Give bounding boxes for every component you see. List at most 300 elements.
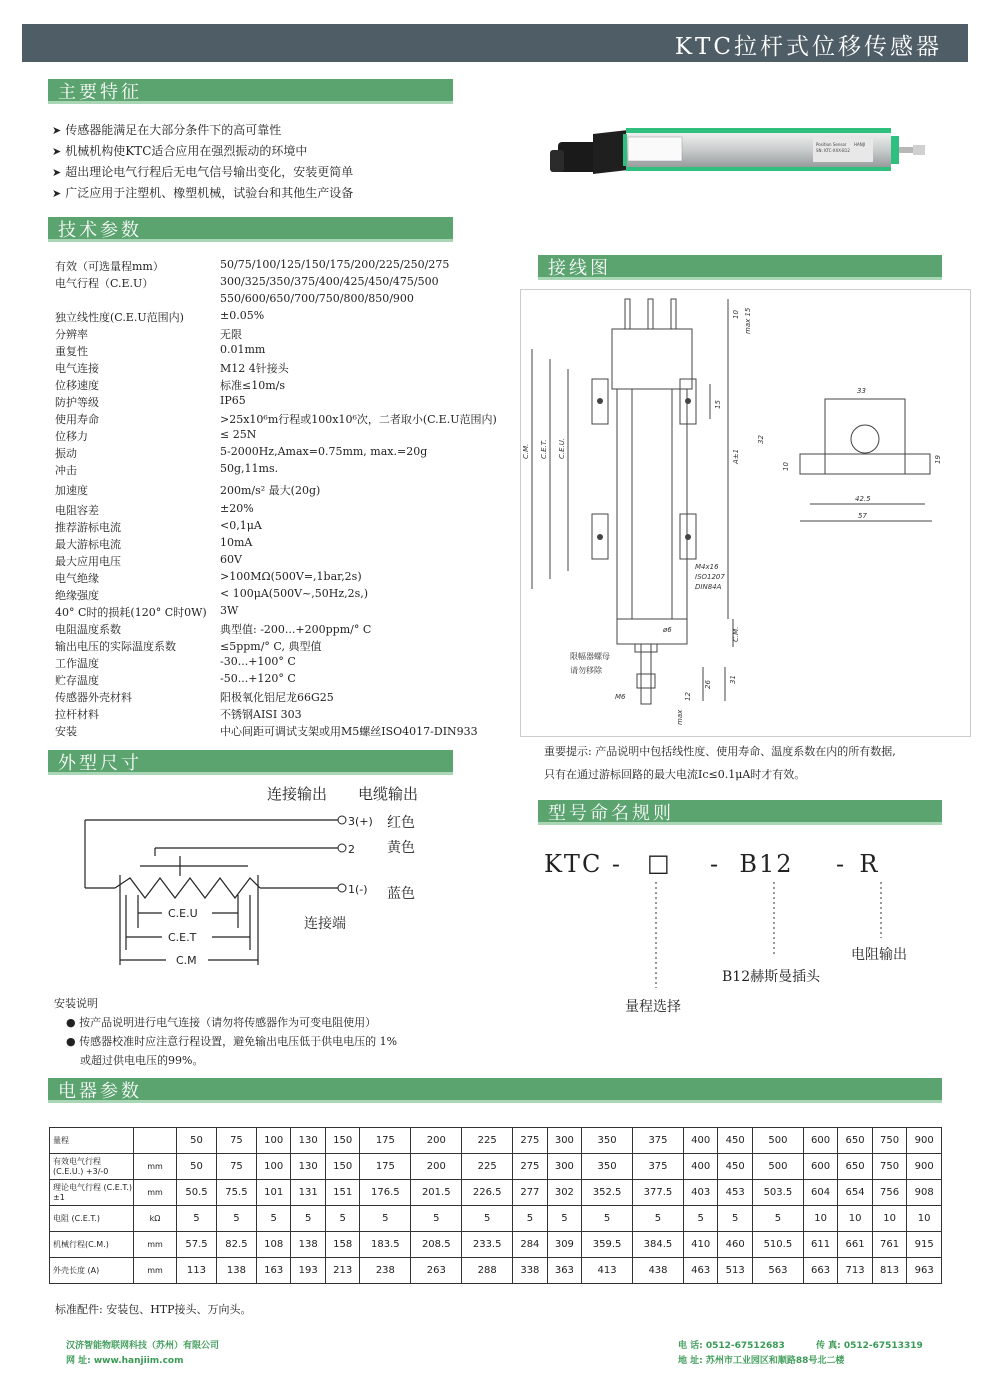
table-cell: 611 (803, 1232, 838, 1258)
table-header-cell: 275 (513, 1128, 548, 1154)
table-cell: 175 (360, 1154, 411, 1180)
screw-hole (685, 534, 691, 540)
dim-cm2: C.M. (732, 626, 740, 642)
section-title: 技术参数 (58, 220, 142, 241)
table-cell: 900 (907, 1154, 942, 1180)
table-cell: 238 (360, 1258, 411, 1284)
table-cell (134, 1128, 177, 1154)
dim-15: 15 (714, 400, 722, 409)
table-cell: 453 (718, 1180, 753, 1206)
param-key: 贮存温度 (55, 674, 99, 687)
table-header-cell: 500 (752, 1128, 803, 1154)
table-cell: 813 (872, 1258, 907, 1284)
electrical-table (49, 1127, 942, 1284)
row-unit: mm (134, 1232, 177, 1258)
table-header-label: 量程 (50, 1128, 134, 1154)
housing-stripe (623, 134, 627, 166)
install-text: 按产品说明进行电气连接（请勿将传感器作为可变电阻使用） (79, 1016, 377, 1029)
table-cell: 510.5 (752, 1232, 803, 1258)
product-label (628, 137, 682, 161)
table-cell: 5 (513, 1206, 548, 1232)
dim-32: 32 (757, 435, 765, 444)
table-cell: 108 (256, 1232, 291, 1258)
nut-label: 限幅器螺母 (570, 652, 610, 661)
param-key: 电气连接 (55, 362, 99, 375)
table-row (50, 1232, 942, 1258)
param-key: 加速度 (55, 484, 88, 497)
table-header-cell: 600 (803, 1128, 838, 1154)
dim-max: max (676, 709, 684, 725)
table-cell: 363 (547, 1258, 582, 1284)
param-value: 300/325/350/375/400/425/450/475/500 (220, 275, 439, 288)
table-cell: 463 (683, 1258, 718, 1284)
circuit-title-b: 电缆输出 (358, 785, 419, 803)
product-label-text: HANJI (854, 142, 866, 147)
nut (635, 644, 657, 652)
naming-label-r: 电阻输出 (851, 947, 907, 963)
section-params (48, 217, 453, 242)
param-value: ≤5ppm/° C, 典型值 (220, 640, 322, 653)
pin (625, 299, 630, 329)
row-unit: mm (134, 1258, 177, 1284)
arrow-icon: ➤ (52, 187, 62, 200)
param-key: 电气绝缘 (55, 572, 99, 585)
side-view-hole (851, 425, 879, 453)
param-key: 电阻温度系数 (55, 623, 121, 636)
dim-max15: max 15 (744, 307, 752, 334)
naming-range-box: □ (647, 849, 670, 877)
footer-fax: 传 真: 0512-67513319 (816, 1341, 923, 1351)
table-cell: 309 (547, 1232, 582, 1258)
screw-std: ISO1207 (695, 573, 725, 581)
cet-label: C.E.T (168, 931, 197, 944)
section-title: 型号命名规则 (548, 803, 674, 824)
table-cell: 163 (256, 1258, 291, 1284)
feature-text: 超出理论电气行程后无电气信号输出变化，安装更简单 (65, 165, 354, 179)
dim-57: 57 (858, 512, 867, 520)
table-cell: 263 (411, 1258, 462, 1284)
pin (671, 299, 676, 329)
table-cell: 176.5 (360, 1180, 411, 1206)
screw-hole (685, 398, 691, 404)
param-key: 冲击 (55, 464, 77, 477)
param-value: 阳极氧化铝尼龙66G25 (220, 691, 334, 704)
naming-label-b12: B12赫斯曼插头 (722, 969, 821, 985)
param-value: ±20% (220, 502, 254, 515)
table-cell: 761 (872, 1232, 907, 1258)
table-cell: 5 (325, 1206, 360, 1232)
rod-end-cap (617, 619, 687, 644)
table-cell: 10 (803, 1206, 838, 1232)
param-value: 50/75/100/125/150/175/200/225/250/275 (220, 258, 450, 271)
screw-spec: M4x16 (695, 563, 719, 571)
table-cell: 460 (718, 1232, 753, 1258)
param-value: ≤ 25N (220, 428, 257, 441)
table-row (50, 1154, 942, 1180)
section-electrical (48, 1078, 942, 1103)
table-cell: 50.5 (177, 1180, 217, 1206)
table-cell: 450 (718, 1154, 753, 1180)
table-cell: 5 (291, 1206, 326, 1232)
table-cell: 750 (872, 1154, 907, 1180)
param-value: 中心间距可调试支架或用M5螺丝ISO4017-DIN933 (220, 725, 478, 738)
param-value: 550/600/650/700/750/800/850/900 (220, 292, 414, 305)
param-key: 振动 (55, 447, 77, 460)
table-cell: 600 (803, 1154, 838, 1180)
footer-web[interactable]: 网 址: www.hanjiim.com (66, 1356, 184, 1366)
table-cell: 302 (547, 1180, 582, 1206)
end-cap (593, 130, 628, 174)
table-cell: 158 (325, 1232, 360, 1258)
table-cell: 352.5 (582, 1180, 633, 1206)
feature-text: 机械机构使KTC适合应用在强烈振动的环境中 (65, 144, 308, 158)
table-cell: 410 (683, 1232, 718, 1258)
row-unit: kΩ (134, 1206, 177, 1232)
table-cell: 5 (718, 1206, 753, 1232)
table-header-cell: 400 (683, 1128, 718, 1154)
table-cell: 284 (513, 1232, 548, 1258)
table-header-cell: 200 (411, 1128, 462, 1154)
param-key: 推荐游标电流 (55, 521, 121, 534)
param-value: M12 4针接头 (220, 362, 289, 375)
circuit-diagram (60, 780, 480, 990)
nut-warning: 请勿移除 (570, 666, 602, 675)
table-cell: 113 (177, 1258, 217, 1284)
param-value: 200m/s² 最大(20g) (220, 484, 321, 497)
table-cell: 200 (411, 1154, 462, 1180)
naming-prefix: KTC - (544, 850, 623, 878)
table-cell: 201.5 (411, 1180, 462, 1206)
arrow-icon: ➤ (52, 145, 62, 158)
table-header-cell: 225 (462, 1128, 513, 1154)
dim-33: 33 (857, 387, 866, 395)
param-key: 位移速度 (55, 379, 99, 392)
param-key: 位移力 (55, 430, 88, 443)
table-cell: 915 (907, 1232, 942, 1258)
dim-phi6: ø6 (663, 626, 672, 634)
install-text: 传感器校准时应注意行程设置，避免输出电压低于供电电压的 1% (79, 1035, 398, 1048)
param-value: 10mA (220, 536, 253, 549)
table-cell: 5 (216, 1206, 256, 1232)
param-value: 典型值: -200...+200ppm/° C (220, 623, 372, 636)
naming-b12: - B12 (710, 850, 794, 878)
dim-19: 19 (934, 455, 942, 464)
section-features (48, 79, 453, 104)
table-header-cell: 100 (256, 1128, 291, 1154)
table-cell: 403 (683, 1180, 718, 1206)
table-header-cell: 175 (360, 1128, 411, 1154)
param-key: 拉杆材料 (55, 708, 99, 721)
dim-m6: M6 (615, 693, 626, 701)
accessories: 标准配件: 安装包、HTP接头、万向头。 (55, 1303, 252, 1316)
color-yellow-label: 黄色 (387, 840, 415, 856)
param-key: 绝缘强度 (55, 589, 99, 602)
section-dimensions (48, 750, 453, 775)
table-cell: 130 (291, 1154, 326, 1180)
dim-a: A±1 (732, 448, 740, 464)
install-item: ● 按产品说明进行电气连接（请勿将传感器作为可变电阻使用） (66, 1016, 377, 1029)
table-cell: 384.5 (633, 1232, 684, 1258)
table-cell: 5 (683, 1206, 718, 1232)
feature-text: 广泛应用于注塑机、橡塑机械，试验台和其他生产设备 (65, 186, 354, 200)
side-view-base (800, 454, 930, 474)
table-header-cell: 375 (633, 1128, 684, 1154)
row-label: 电阻 (C.E.T.) (50, 1206, 134, 1232)
header-bar (22, 24, 968, 62)
screw-hole (597, 398, 603, 404)
section-naming (538, 800, 942, 825)
table-cell: 375 (633, 1154, 684, 1180)
dim-12: 12 (684, 692, 692, 701)
terminal-1 (338, 884, 346, 892)
rod-cap (891, 136, 899, 164)
table-cell: 10 (872, 1206, 907, 1232)
table-cell: 138 (216, 1258, 256, 1284)
param-key: 使用寿命 (55, 413, 99, 426)
param-value: 无限 (220, 328, 242, 341)
footer-phone: 电 话: 0512-67512683 (678, 1341, 785, 1351)
table-cell: 5 (633, 1206, 684, 1232)
table-cell: 5 (177, 1206, 217, 1232)
table-header-cell: 750 (872, 1128, 907, 1154)
install-text: 或超过供电电压的99%。 (80, 1054, 204, 1067)
side-view-flange (825, 399, 905, 474)
table-cell: 908 (907, 1180, 942, 1206)
table-cell: 5 (256, 1206, 291, 1232)
feature-item (52, 184, 353, 201)
table-cell: 438 (633, 1258, 684, 1284)
ceu-label: C.E.U (168, 907, 198, 920)
feature-item (52, 142, 307, 159)
feature-item (52, 163, 353, 180)
param-value: 3W (220, 604, 239, 617)
circuit-title-a: 连接输出 (267, 785, 328, 803)
param-value: -50...+120° C (220, 672, 296, 685)
product-label-text: SN: KTC-XXX-B12 (816, 148, 850, 153)
table-header-cell: 350 (582, 1128, 633, 1154)
limiter-nut (637, 674, 655, 688)
table-cell: 75.5 (216, 1180, 256, 1206)
table-cell: 338 (513, 1258, 548, 1284)
table-cell: 193 (291, 1258, 326, 1284)
page-title: KTC拉杆式位移传感器 (674, 34, 942, 60)
table-header-cell: 650 (838, 1128, 873, 1154)
table-cell: 277 (513, 1180, 548, 1206)
dim-10: 10 (732, 310, 740, 319)
param-key: 传感器外壳材料 (55, 691, 132, 704)
install-item: ● 传感器校准时应注意行程设置，避免输出电压低于供电电压的 1% (66, 1035, 398, 1048)
table-cell: 138 (291, 1232, 326, 1258)
cm-label: C.M (176, 954, 197, 967)
table-header-cell: 450 (718, 1128, 753, 1154)
table-cell: 50 (177, 1154, 217, 1180)
dim-31: 31 (729, 675, 737, 684)
note-line: 只有在通过游标回路的最大电流Ic≤0.1μA时才有效。 (544, 768, 806, 781)
param-value: -30...+100° C (220, 655, 296, 668)
param-value: >25x10⁶m行程或100x10⁶次，二者取小(C.E.U范围内) (220, 413, 497, 426)
param-key: 有效（可选量程mm） (55, 260, 164, 273)
terminal-3 (338, 816, 346, 824)
table-cell: 131 (291, 1180, 326, 1206)
row-unit: mm (134, 1154, 177, 1180)
arrow-icon: ➤ (52, 124, 62, 137)
product-image (548, 120, 928, 190)
table-cell: 288 (462, 1258, 513, 1284)
table-cell: 663 (803, 1258, 838, 1284)
param-key: 电阻容差 (55, 504, 99, 517)
connector-plug (550, 150, 564, 172)
product-label-text: Position Sensor (816, 142, 847, 147)
row-label: 有效电气行程 (C.E.U.) +3/-0 (50, 1154, 134, 1180)
dim-10b: 10 (782, 462, 790, 471)
table-row (50, 1206, 942, 1232)
connection-end-label: 连接端 (304, 916, 346, 932)
section-title: 主要特征 (58, 82, 142, 103)
table-cell: 650 (838, 1154, 873, 1180)
pin (648, 299, 653, 329)
note-line: 重要提示: 产品说明中包括线性度、使用寿命、温度系数在内的所有数据, (544, 745, 896, 758)
feature-item (52, 121, 281, 138)
screw-din: DIN84A (695, 583, 722, 591)
table-cell: 661 (838, 1232, 873, 1258)
table-header-cell: 300 (547, 1128, 582, 1154)
dim-cm: C.M. (522, 443, 530, 459)
table-cell: 359.5 (582, 1232, 633, 1258)
table-cell: 233.5 (462, 1232, 513, 1258)
table-header-cell: 75 (216, 1128, 256, 1154)
pin-1-label: 1(-) (348, 883, 368, 896)
table-row (50, 1180, 942, 1206)
rod-end (913, 145, 925, 155)
table-cell: 963 (907, 1258, 942, 1284)
table-cell: 500 (752, 1154, 803, 1180)
table-cell: 756 (872, 1180, 907, 1206)
table-header-cell: 50 (177, 1128, 217, 1154)
pin-3-label: 3(+) (348, 815, 373, 828)
table-cell: 150 (325, 1154, 360, 1180)
table-cell: 5 (752, 1206, 803, 1232)
param-value: 50g,11ms. (220, 462, 279, 475)
screw-hole (597, 534, 603, 540)
dim-26: 26 (704, 680, 712, 689)
footer-company: 汉济智能物联网科技（苏州）有限公司 (66, 1341, 220, 1351)
param-key: 最大游标电流 (55, 538, 121, 551)
dim-ceu: C.E.U. (558, 437, 566, 459)
table-cell: 400 (683, 1154, 718, 1180)
table-cell: 5 (462, 1206, 513, 1232)
table-cell: 183.5 (360, 1232, 411, 1258)
param-value: IP65 (220, 394, 246, 407)
table-cell: 654 (838, 1180, 873, 1206)
param-key: 防护等级 (55, 396, 99, 409)
pull-rod (899, 147, 913, 153)
table-cell: 413 (582, 1258, 633, 1284)
param-key: 电气行程（C.E.U） (55, 277, 154, 290)
table-cell: 100 (256, 1154, 291, 1180)
table-header-row (50, 1128, 942, 1154)
naming-r: - R (836, 850, 878, 878)
param-value: <0,1μA (220, 519, 262, 532)
table-cell: 208.5 (411, 1232, 462, 1258)
param-key: 40° C时的损耗(120° C时0W) (55, 606, 207, 619)
table-cell: 275 (513, 1154, 548, 1180)
param-value: 0.01mm (220, 343, 266, 356)
table-cell: 503.5 (752, 1180, 803, 1206)
section-title: 电器参数 (58, 1081, 142, 1102)
dim-cet: C.E.T. (540, 439, 548, 459)
param-value: 5-2000Hz,Amax=0.75mm, max.=20g (220, 445, 428, 458)
param-value: ±0.05% (220, 309, 265, 322)
table-cell: 225 (462, 1154, 513, 1180)
table-cell: 563 (752, 1258, 803, 1284)
row-unit: mm (134, 1180, 177, 1206)
table-header-cell: 130 (291, 1128, 326, 1154)
param-key: 安装 (55, 725, 77, 738)
table-header-cell: 150 (325, 1128, 360, 1154)
param-value: < 100μA(500V~,50Hz,2s,) (220, 587, 369, 600)
param-value: 不锈钢AISI 303 (220, 708, 302, 721)
naming-label-range: 量程选择 (625, 999, 681, 1015)
table-cell: 604 (803, 1180, 838, 1206)
row-label: 理论电气行程 (C.E.T.) ±1 (50, 1180, 134, 1206)
table-cell: 101 (256, 1180, 291, 1206)
table-cell: 213 (325, 1258, 360, 1284)
dim-42-5: 42.5 (855, 495, 871, 503)
install-title: 安装说明 (54, 997, 98, 1010)
pin-2-label: 2 (348, 843, 355, 856)
param-key: 分辨率 (55, 328, 88, 341)
section-title: 外型尺寸 (58, 753, 142, 774)
section-title: 接线图 (548, 258, 611, 279)
table-cell: 5 (411, 1206, 462, 1232)
table-cell: 226.5 (462, 1180, 513, 1206)
table-cell: 513 (718, 1258, 753, 1284)
footer-address: 地 址: 苏州市工业园区和顺路88号北二楼 (678, 1356, 845, 1366)
color-blue-label: 蓝色 (387, 886, 415, 902)
table-cell: 300 (547, 1154, 582, 1180)
table-cell: 10 (838, 1206, 873, 1232)
table-cell: 350 (582, 1154, 633, 1180)
table-cell: 57.5 (177, 1232, 217, 1258)
param-value: >100MΩ(500V=,1bar,2s) (220, 570, 362, 583)
param-key: 重复性 (55, 345, 88, 358)
table-row (50, 1258, 942, 1284)
param-key: 工作温度 (55, 657, 99, 670)
param-value: 60V (220, 553, 242, 566)
table-header-cell: 900 (907, 1128, 942, 1154)
housing-outline (617, 389, 687, 619)
section-wiring (538, 255, 942, 280)
table-cell: 75 (216, 1154, 256, 1180)
table-cell: 5 (582, 1206, 633, 1232)
table-cell: 5 (547, 1206, 582, 1232)
param-key: 输出电压的实际温度系数 (55, 640, 176, 653)
table-cell: 713 (838, 1258, 873, 1284)
table-cell: 82.5 (216, 1232, 256, 1258)
table-cell: 377.5 (633, 1180, 684, 1206)
table-cell: 5 (360, 1206, 411, 1232)
param-value: 标准≤10m/s (220, 379, 285, 392)
housing-stripe (626, 167, 891, 171)
param-key: 最大应用电压 (55, 555, 121, 568)
terminal-2 (338, 844, 346, 852)
row-label: 机械行程(C.M.) (50, 1232, 134, 1258)
param-key: 独立线性度(C.E.U范围内) (55, 311, 184, 324)
feature-text: 传感器能满足在大部分条件下的高可靠性 (65, 123, 282, 137)
wiring-drawing (520, 289, 972, 739)
housing-stripe (626, 128, 891, 133)
arrow-icon: ➤ (52, 166, 62, 179)
